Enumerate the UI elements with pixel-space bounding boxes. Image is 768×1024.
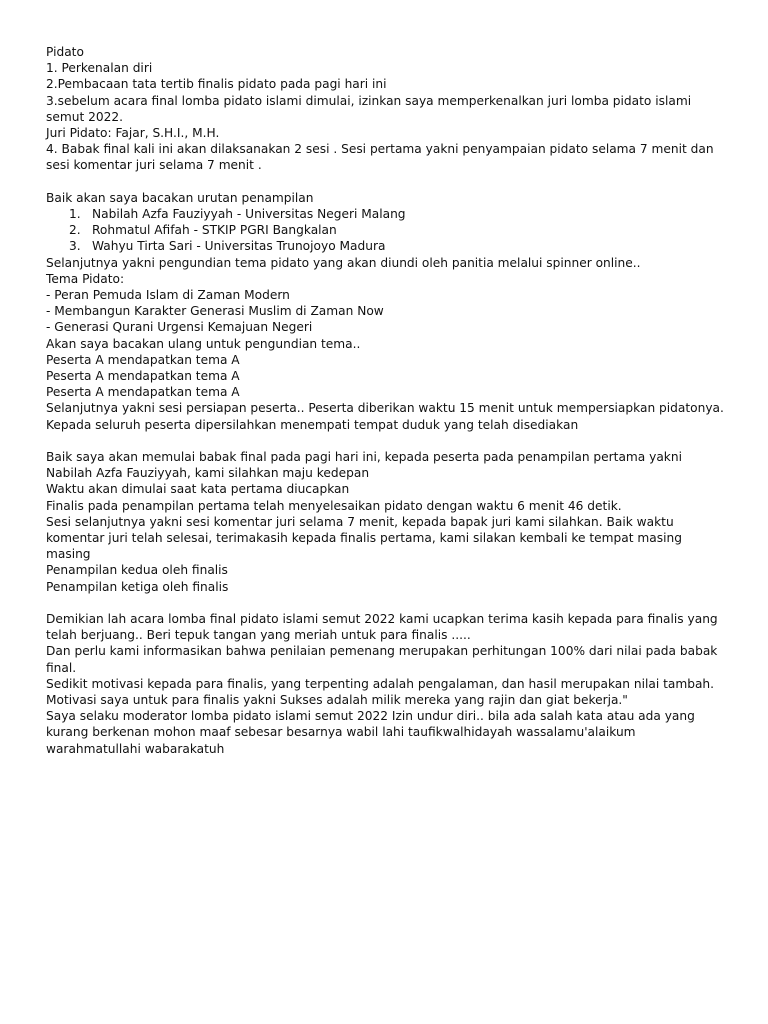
body-line: - Membangun Karakter Generasi Muslim di Zaman Now bbox=[46, 304, 384, 319]
body-line: Waktu akan dimulai saat kata pertama diucapkan bbox=[46, 482, 350, 497]
intro-line: Juri Pidato: Fajar, S.H.I., M.H. bbox=[46, 126, 220, 141]
body-line: Peserta A mendapatkan tema A bbox=[46, 385, 240, 400]
list-item bbox=[46, 238, 728, 254]
body-line: Peserta A mendapatkan tema A bbox=[46, 352, 240, 367]
performer-name: Rohmatul Afifah - STKIP PGRI Bangkalan bbox=[92, 223, 337, 238]
body-line: Selanjutnya yakni sesi persiapan peserta.. Peserta diberikan waktu 15 menit untuk mempersiapkan pidatonya. bbox=[46, 401, 724, 416]
list-item bbox=[46, 206, 728, 222]
body-line: Sesi selanjutnya yakni sesi komentar juri selama 7 menit, kepada bapak juri kami silahkan. Baik waktu komentar juri telah selesai, terimakasih kepada finalis pertama, kami silakan kembali ke tempat masing masing bbox=[46, 514, 682, 562]
spacer bbox=[46, 433, 728, 449]
list-item bbox=[46, 222, 728, 238]
list-number: 1. bbox=[69, 207, 81, 222]
spacer bbox=[46, 595, 728, 611]
order-intro: Baik akan saya bacakan urutan penampilan bbox=[46, 190, 314, 205]
performer-name: Wahyu Tirta Sari - Universitas Trunojoyo Madura bbox=[92, 239, 386, 254]
body-line: Dan perlu kami informasikan bahwa penilaian pemenang merupakan perhitungan 100% dari nilai pada babak final. bbox=[46, 644, 718, 675]
body-line: - Peran Pemuda Islam di Zaman Modern bbox=[46, 288, 290, 303]
body-line: Kepada seluruh peserta dipersilahkan menempati tempat duduk yang telah disediakan bbox=[46, 417, 579, 432]
performer-list bbox=[46, 206, 728, 255]
body-line: Peserta A mendapatkan tema A bbox=[46, 369, 240, 384]
list-number: 2. bbox=[69, 223, 81, 238]
intro-line: 1. Perkenalan diri bbox=[46, 61, 153, 76]
body-line: Penampilan ketiga oleh finalis bbox=[46, 579, 229, 594]
body-line: Demikian lah acara lomba final pidato islami semut 2022 kami ucapkan terima kasih kepada para finalis yang telah berjuang.. Beri tepuk tangan yang meriah untuk para finalis ..... bbox=[46, 612, 718, 643]
body-line: Selanjutnya yakni pengundian tema pidato yang akan diundi oleh panitia melalui spinner online.. bbox=[46, 255, 641, 270]
body-line: Saya selaku moderator lomba pidato islami semut 2022 Izin undur diri.. bila ada salah kata atau ada yang kurang berkenan mohon maaf sebesar besarnya wabil lahi taufikwalhidayah wassalamu'alaikum warahmatullahi wabarakatuh bbox=[46, 709, 695, 756]
body-line: Sedikit motivasi kepada para finalis, yang terpenting adalah pengalaman, dan hasil merupakan nilai tambah. Motivasi saya untuk para finalis yakni Sukses adalah milik mereka yang rajin dan giat bekerja." bbox=[46, 676, 715, 708]
spacer bbox=[46, 174, 728, 190]
intro-line: 3.sebelum acara final lomba pidato islami dimulai, izinkan saya memperkenalkan juri lomba pidato islami semut 2022. bbox=[46, 93, 692, 124]
body-line: - Generasi Qurani Urgensi Kemajuan Negeri bbox=[46, 320, 313, 335]
intro-line: 2.Pembacaan tata tertib finalis pidato pada pagi hari ini bbox=[46, 77, 387, 92]
body-line: Akan saya bacakan ulang untuk pengundian tema.. bbox=[46, 336, 361, 351]
body-line: Finalis pada penampilan pertama telah menyelesaikan pidato dengan waktu 6 menit 46 detik. bbox=[46, 498, 622, 513]
body-line: Penampilan kedua oleh finalis bbox=[46, 563, 228, 578]
performer-name: Nabilah Azfa Fauziyyah - Universitas Negeri Malang bbox=[92, 207, 406, 222]
body-line: Tema Pidato: bbox=[46, 271, 125, 286]
intro-line: 4. Babak final kali ini akan dilaksanakan 2 sesi . Sesi pertama yakni penyampaian pidato selama 7 menit dan sesi komentar juri selama 7 menit . bbox=[46, 142, 714, 173]
list-number: 3. bbox=[69, 239, 81, 254]
body-line: Baik saya akan memulai babak final pada pagi hari ini, kepada peserta pada penampilan pertama yakni Nabilah Azfa Fauziyyah, kami silahkan maju kedepan bbox=[46, 450, 682, 481]
doc-title: Pidato bbox=[46, 45, 84, 59]
